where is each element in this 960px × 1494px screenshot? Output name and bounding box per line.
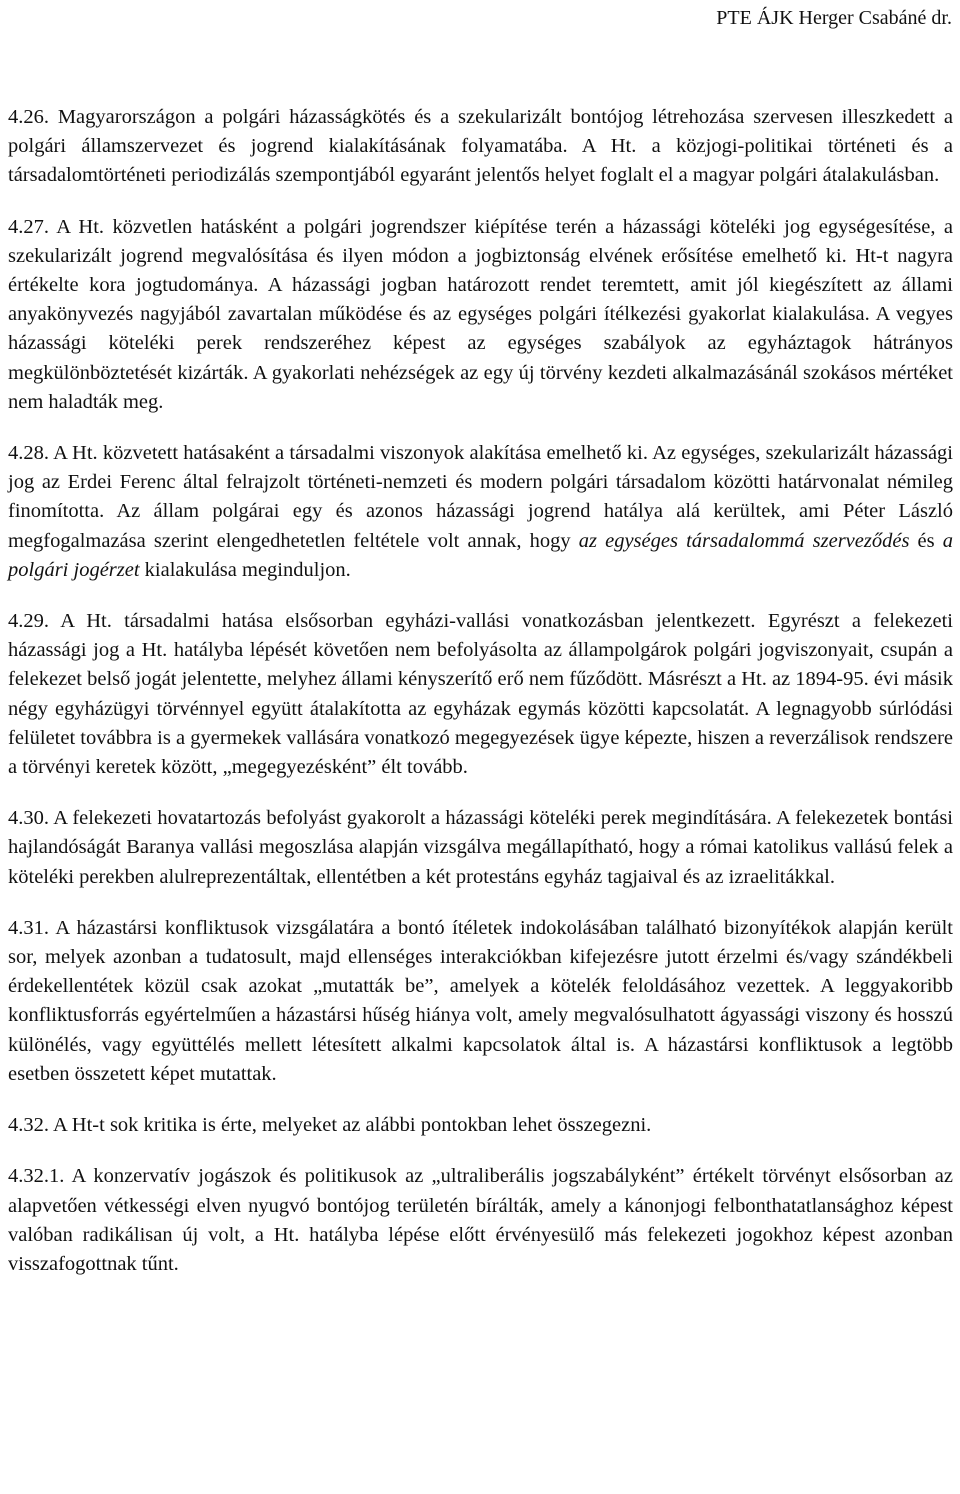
paragraph-text: 4.32. A Ht-t sok kritika is érte, melyeket az alábbi pontokban lehet összegezni. <box>8 1114 652 1137</box>
paragraph-text: 4.29. A Ht. társadalmi hatása elsősorban egyházi-vallási vonatkozásban jelentkezett. Egyrészt a felekezeti házassági jog a Ht. hatályba lépését követően nem befolyásolta az állampolgárok polgári jogviszonyait, csupán a felekezet belső jogát jelentette, melyhez állami kényszerítő erő nem fűződött. Másrészt a Ht. az 1894-95. évi másik négy egyházügyi törvénnyel együtt átalakította az egyházak egymás közötti kapcsolatát. A legnagyobb súrlódási felületet továbbra is a gyermekek vallására vonatkozó megegyezések ügye képezte, hiszen a reverzálisok rendszere a törvényi keretek között, „megegyezésként” élt tovább. <box>8 610 953 779</box>
paragraph-4-32 <box>8 1111 953 1140</box>
page-header: PTE ÁJK Herger Csabáné dr. <box>716 7 952 29</box>
paragraph-4-32-1 <box>8 1162 953 1279</box>
paragraph-text: 4.27. A Ht. közvetlen hatásként a polgári jogrendszer kiépítése terén a házassági köteléki jog egységesítése, a szekularizált jogrend megvalósítása és ilyen módon a jogbiztonság elvének erősítése emelhető ki. Ht-t nagyra értékelte kora jogtudománya. A házassági jogban határozott rendet teremtett, amit jól kiegészített az állami anyakönyvezés nagyjából zavartalan működése és az egységes polgári ítélkezési gyakorlat kialakulása. A vegyes házassági köteléki perek rendszeréhez képest az egységes szabályok az egyháztagok hátrányos megkülönböztetését kizárták. A gyakorlati nehézségek az egy új törvény kezdeti alkalmazásánál szokásos mértéket nem haladták meg. <box>8 215 953 413</box>
paragraph-text: 4.32.1. A konzervatív jogászok és politikusok az „ultraliberális jogszabályként” értékelt törvényt elsősorban az alapvetően vétkességi elven nyugvó bontójog területén bírálták, amely a kánonjogi felbonthatatlansághoz képest valóban radikálisan új volt, a Ht. hatályba lépése előtt érvényesülő más felekezeti jogokhoz képest azonban visszafogottnak tűnt. <box>8 1165 953 1275</box>
paragraph-text: és <box>909 529 943 552</box>
paragraph-text: 4.28. A Ht. közvetett hatásaként a társadalmi viszonyok alakítása emelhető ki. Az egységes, szekularizált házassági jog az Erdei Ferenc által felrajzolt történeti-nemzeti és modern polgári társadalom közötti határvonalat némileg finomította. Az állam polgárai egy és azonos házassági jogrend hatálya alá kerültek, ami Péter László megfogalmazása szerint elengedhetetlen feltétele volt annak, hogy <box>8 442 953 552</box>
paragraph-4-28 <box>8 439 953 585</box>
paragraph-text: 4.26. Magyarországon a polgári házasságkötés és a szekularizált bontójog létrehozása szervesen illeszkedett a polgári államszervezet és jogrend kialakításának folyamatába. A Ht. a közjogi-politikai történeti és a társadalomtörténeti periodizálás szempontjából egyaránt jelentős helyet foglalt el a magyar polgári átalakulásban. <box>8 106 953 187</box>
paragraph-text: 4.31. A házastársi konfliktusok vizsgálatára a bontó ítéletek indokolásában található bizonyítékok alapján került sor, melyek azonban a tudatosult, majd ellenséges interakciókban kifejezésre jutott érzelmi és/vagy szándékbeli érdekellentétek közül csak azokat „mutatták be”, amelyek a kötelék feloldásához vezettek. A leggyakoribb konfliktusforrás egyértelműen a házastársi hűség hiánya volt, amely megvalósulhatott ágyassági viszony és hosszú különélés, vagy együttélés mellett létesített alkalmi kapcsolatok által is. A házastársi konfliktusok a legtöbb esetben összetett képet mutattak. <box>8 916 953 1085</box>
document-body <box>8 103 953 1301</box>
paragraph-4-29 <box>8 607 953 782</box>
paragraph-4-31 <box>8 914 953 1089</box>
paragraph-4-26 <box>8 103 953 191</box>
paragraph-4-27 <box>8 213 953 417</box>
italic-phrase-polgari-jogerzet: a polgári jogérzet <box>8 529 953 581</box>
paragraph-text: 4.30. A felekezeti hovatartozás befolyást gyakorolt a házassági köteléki perek megindítására. A felekezetek bontási hajlandóságát Baranya vallási megoszlása alapján vizsgálva megállapítható, hogy a római katolikus vallású felek a köteléki perekben alulreprezentáltak, ellentétben a két protestáns egyház tagjaival és az izraelitákkal. <box>8 807 953 888</box>
paragraph-text: kialakulása meginduljon. <box>139 558 351 581</box>
paragraph-4-30 <box>8 804 953 892</box>
italic-phrase-egyseges-tarsadalomma: az egységes társadalommá szerveződés <box>578 529 910 552</box>
